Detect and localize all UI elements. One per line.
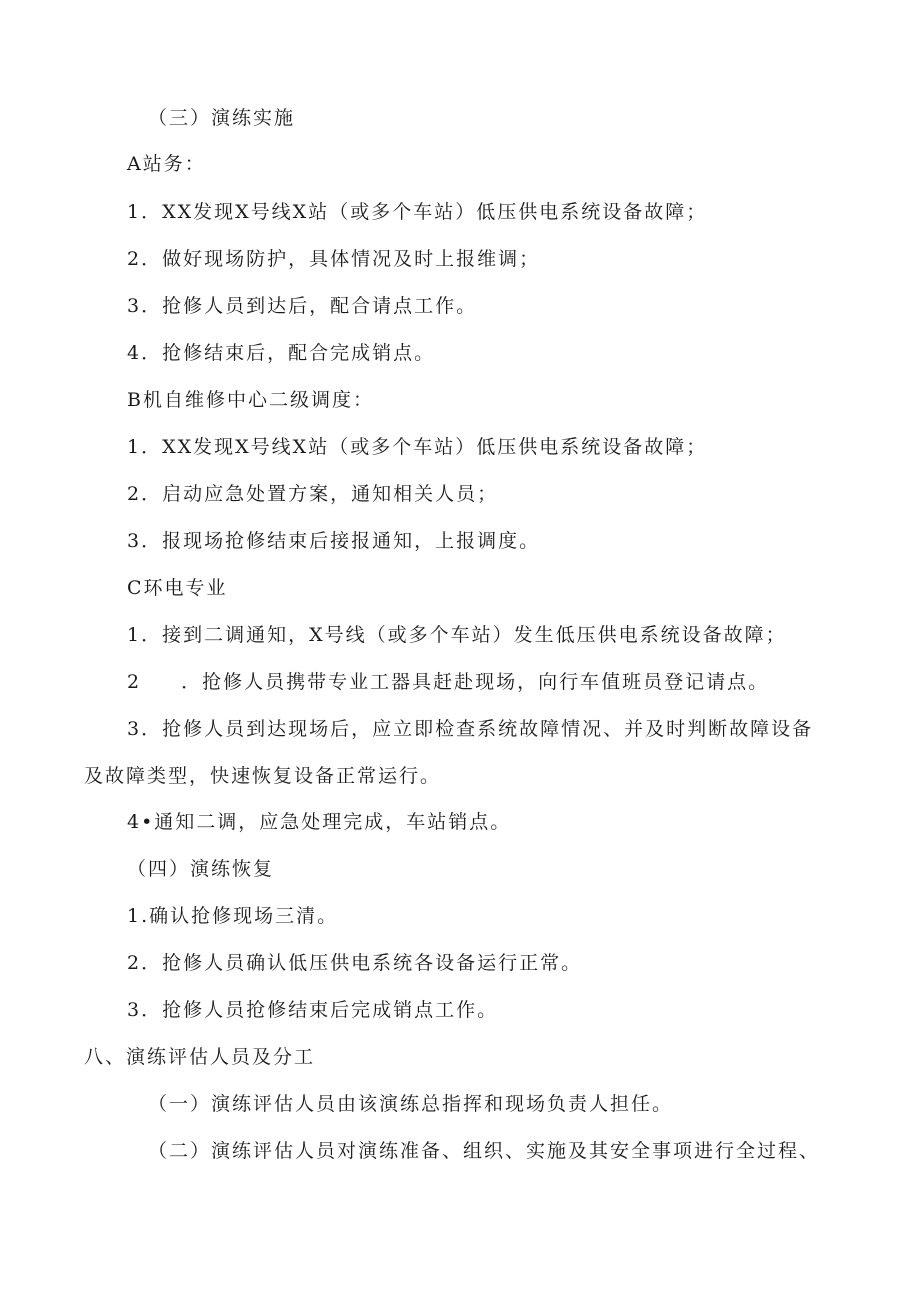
paragraph: （二）演练评估人员对演练准备、组织、实施及其安全事项进行全过程、 bbox=[148, 1140, 821, 1162]
list-item: 3．抢修人员抢修结束后完成销点工作。 bbox=[127, 999, 499, 1021]
list-item: 3．抢修人员到达后，配合请点工作。 bbox=[127, 295, 478, 317]
list-item: 2．做好现场防护，具体情况及时上报维调； bbox=[127, 248, 541, 270]
section-heading-drill-recovery: （四）演练恢复 bbox=[127, 858, 275, 880]
subsection-c-electrical: C环电专业 bbox=[127, 577, 228, 599]
paragraph: （一）演练评估人员由该演练总指挥和现场负责人担任。 bbox=[148, 1093, 674, 1115]
list-item bbox=[127, 670, 769, 694]
list-item: 2．抢修人员确认低压供电系统各设备运行正常。 bbox=[127, 952, 583, 974]
subsection-a-station: A站务： bbox=[127, 153, 206, 175]
list-item: 4•通知二调，应急处理完成，车站销点。 bbox=[127, 811, 512, 833]
section-heading-drill-implementation: （三）演练实施 bbox=[148, 107, 296, 129]
list-item: 2．启动应急处置方案，通知相关人员； bbox=[127, 483, 499, 505]
subsection-b-dispatch: B机自维修中心二级调度： bbox=[127, 389, 374, 411]
list-item-number: 2 bbox=[127, 671, 142, 693]
list-item: 1．XX发现X号线X站（或多个车站）低压供电系统设备故障； bbox=[127, 436, 708, 458]
list-item: 3．抢修人员到达现场后，应立即检查系统故障情况、并及时判断故障设备 bbox=[127, 718, 814, 740]
list-item: 4．抢修结束后，配合完成销点。 bbox=[127, 342, 436, 364]
list-item: 1．接到二调通知，X号线（或多个车站）发生低压供电系统设备故障； bbox=[127, 624, 787, 646]
list-item-continuation: 及故障类型，快速恢复设备正常运行。 bbox=[84, 765, 442, 787]
list-item: 1.确认抢修现场三清。 bbox=[127, 905, 339, 927]
list-item: 1．XX发现X号线X站（或多个车站）低压供电系统设备故障； bbox=[127, 201, 708, 223]
list-item: 3．报现场抢修结束后接报通知，上报调度。 bbox=[127, 530, 541, 552]
list-item-text: ．抢修人员携带专业工器具赶赴现场，向行车值班员登记请点。 bbox=[181, 671, 770, 693]
chapter-heading-evaluation: 八、演练评估人员及分工 bbox=[84, 1046, 316, 1068]
